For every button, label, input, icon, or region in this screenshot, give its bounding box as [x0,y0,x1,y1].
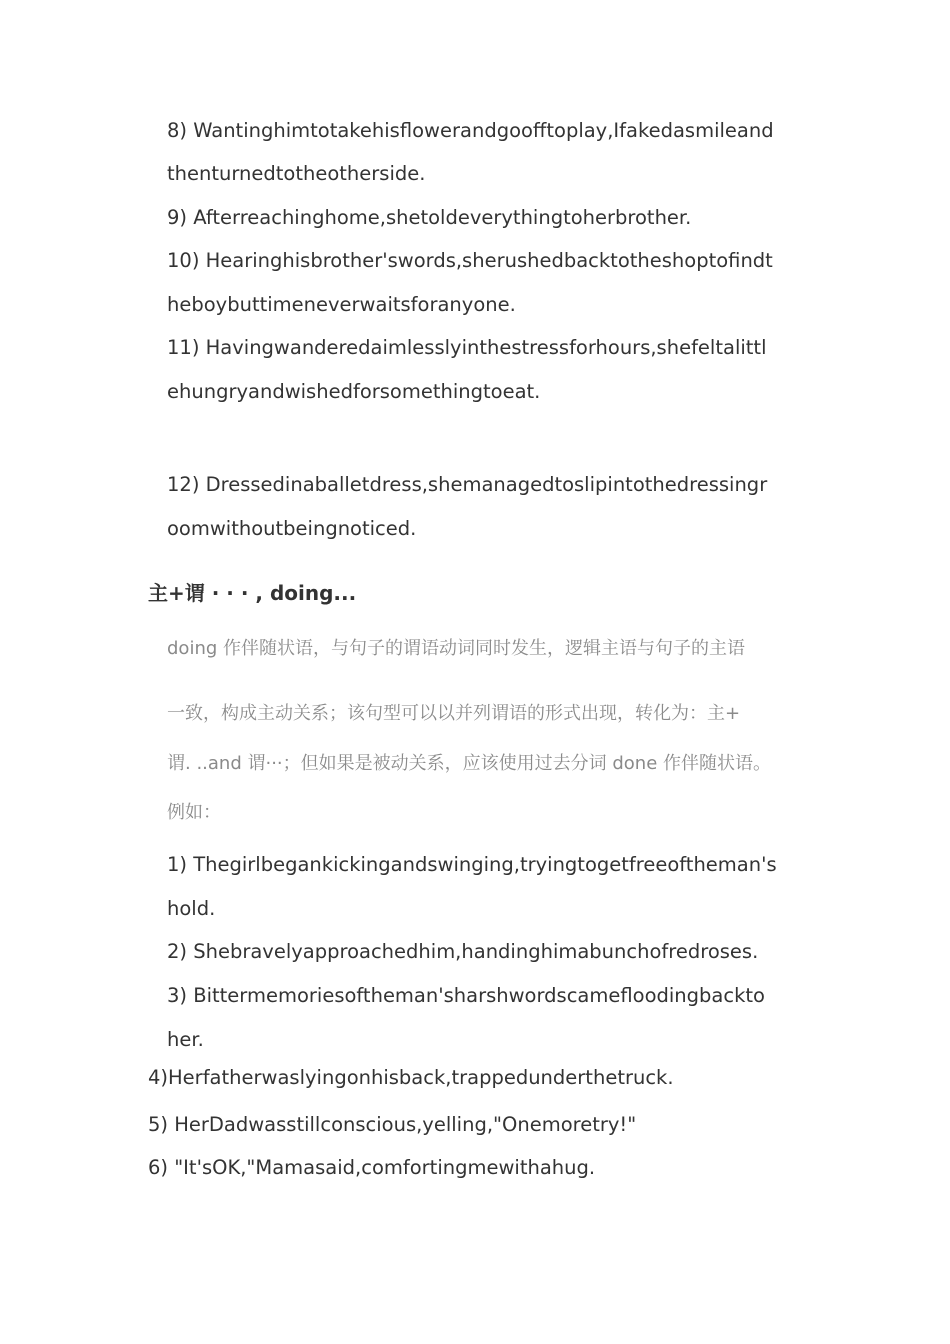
section-heading: 主+谓 · · · , doing... [148,581,357,605]
example-line: ehungryandwishedforsomethingtoeat. [167,380,541,403]
explanation-line: 例如： [167,802,221,823]
example-line: 11) Havingwanderedaimlesslyinthestressforhours,shefeltalittl [167,336,767,359]
explanation-line: 一致，构成主动关系；该句型可以以并列谓语的形式出现，转化为：主+ [167,703,741,724]
example-line: 4)Herfatherwaslyingonhisback,trappedunderthetruck. [148,1066,674,1089]
example-line: 1) Thegirlbegankickingandswinging,tryingtogetfreeoftheman's [167,853,777,876]
example-line: 3) Bittermemoriesoftheman'sharshwordscamefloodingbackto [167,984,765,1007]
explanation-line: doing 作伴随状语，与句子的谓语动词同时发生，逻辑主语与句子的主语 [167,638,745,659]
example-line: thenturnedtotheotherside. [167,162,426,185]
example-line: her. [167,1028,204,1051]
example-line: oomwithoutbeingnoticed. [167,517,417,540]
example-line: heboybuttimeneverwaitsforanyone. [167,293,516,316]
example-line: 8) Wantinghimtotakehisflowerandgoofftoplay,Ifakedasmileand [167,119,774,142]
example-line: hold. [167,897,216,920]
explanation-line: 谓. ..and 谓···；但如果是被动关系，应该使用过去分词 done 作伴随状语。 [167,753,771,774]
example-line: 5) HerDadwasstillconscious,yelling,"Onemoretry!" [148,1113,637,1136]
example-line: 6) "It'sOK,"Mamasaid,comfortingmewithahug. [148,1156,596,1179]
example-line: 10) Hearinghisbrother'swords,sherushedbacktotheshoptofindt [167,249,773,272]
example-line: 2) Shebravelyapproachedhim,handinghimabunchofredroses. [167,940,759,963]
example-line: 12) Dressedinaballetdress,shemanagedtoslipintothedressingr [167,473,768,496]
example-line: 9) Afterreachinghome,shetoldeverythingtoherbrother. [167,206,692,229]
